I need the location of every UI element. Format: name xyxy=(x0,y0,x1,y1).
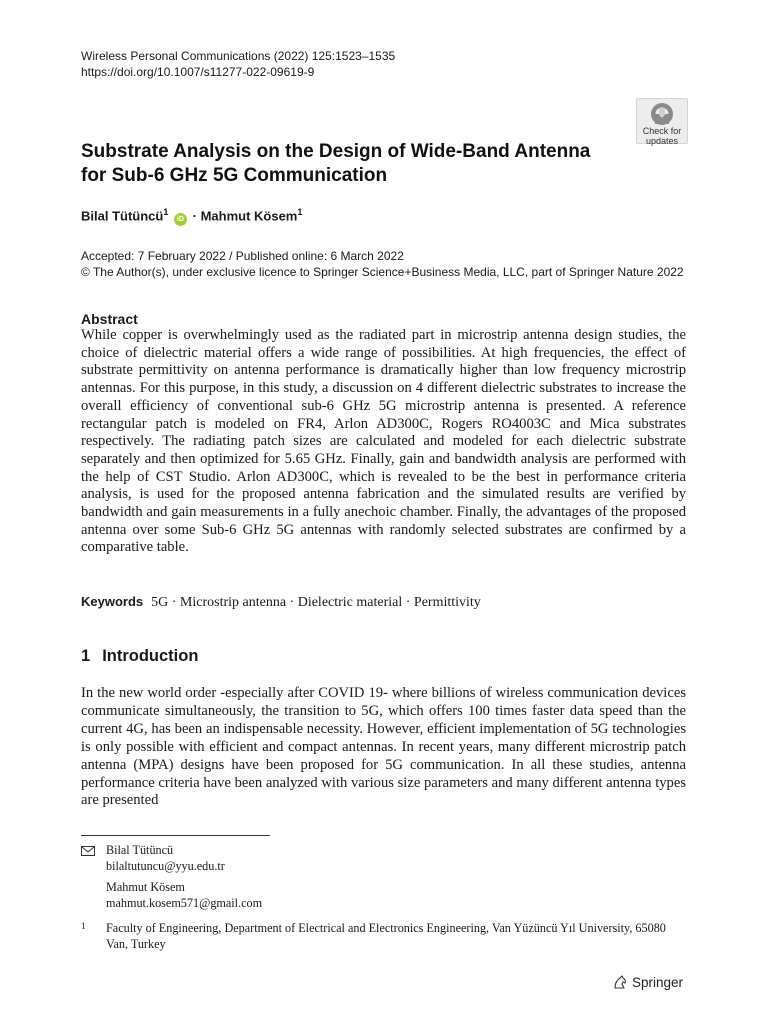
accepted-published-dates: Accepted: 7 February 2022 / Published online: 6 March 2022 xyxy=(81,249,404,263)
title-line-1: Substrate Analysis on the Design of Wide-Band Antenna xyxy=(81,141,591,162)
author-separator: · xyxy=(192,208,197,224)
author-affiliation-sup: 1 xyxy=(297,207,303,217)
envelope-icon xyxy=(81,846,95,856)
keywords xyxy=(81,594,481,611)
crossmark-label-2: updates xyxy=(645,136,679,146)
check-for-updates-badge[interactable] xyxy=(636,98,688,144)
keywords-values: 5G · Microstrip antenna · Dielectric material · Permittivity xyxy=(151,595,481,610)
correspondence-block xyxy=(81,843,262,911)
orcid-icon[interactable]: iD xyxy=(174,213,187,226)
introduction-text: In the new world order -especially after COVID 19- where billions of wireless communication devices communicate simultaneously, the transition to 5G, which offers 100 times faster data speed than the current 4G, has been an indispensable necessity. However, efficient implementation of 5G technologies is only possible with efficient and compact antennas. In recent years, many different microstrip patch antenna (MPA) designs have been proposed for 5G communication. In all these studies, antenna performance criteria have been analyzed with various size parameters and many different antenna types are presented xyxy=(81,685,686,809)
publication-dates xyxy=(81,248,684,280)
affiliation-text: Faculty of Engineering, Department of Electrical and Electronics Engineering, Van Yüzüncü Yıl University, 65080 Van, Turkey xyxy=(106,921,666,951)
crossmark-icon xyxy=(650,102,674,126)
paper-title xyxy=(81,140,641,188)
author-name[interactable]: Bilal Tütüncü xyxy=(81,208,164,224)
journal-citation: Wireless Personal Communications (2022) 125:1523–1535 xyxy=(81,49,396,63)
author-affiliation-sup: 1 xyxy=(163,207,169,217)
affiliation-number: 1 xyxy=(81,921,86,931)
abstract-heading: Abstract xyxy=(81,311,138,327)
corresponding-author-email[interactable]: bilaltutuncu@yyu.edu.tr xyxy=(106,858,225,873)
journal-header xyxy=(81,48,395,80)
corresponding-author-name: Bilal Tütüncü xyxy=(106,843,174,857)
crossmark-label-1: Check for xyxy=(642,126,682,136)
coauthor-email[interactable]: mahmut.kosem571@gmail.com xyxy=(106,895,263,910)
footnote-divider xyxy=(81,835,270,836)
affiliation-footnote xyxy=(81,921,686,952)
springer-horse-icon xyxy=(612,974,628,990)
section-title: Introduction xyxy=(102,647,199,665)
abstract-text: While copper is overwhelmingly used as the radiated part in microstrip antenna design studies, the choice of dielectric material offers a wide range of possibilities. At high frequencies, the effect of substrate permittivity on antenna performance is dramatically higher than low frequency microstrip antennas. For this purpose, in this study, a discussion on 4 different dielectric substrates to increase the overall efficiency of conventional sub-6 GHz 5G microstrip antenna is presented. A reference rectangular patch is modeled on FR4, Arlon AD300C, Rogers RO4003C and Mica substrates respectively. The radiating patch sizes are calculated and modeled for each dielectric substrate separately and then optimized for 5.65 GHz. Finally, gain and bandwidth analysis are performed with the help of CST Studio. Arlon AD300C, which is revealed to be the best in performance criteria analysis, is used for the proposed antenna fabrication and the simulated results are verified by bandwidth and gain measurements in a fully anechoic chamber. Finally, the advantages of the proposed antenna over some Sub-6 GHz 5G antennas with randomly selected substrates are confirmed by a comparative table. xyxy=(81,327,686,556)
copyright-notice: © The Author(s), under exclusive licence to Springer Science+Business Media, LLC, part of Springer Nature 2022 xyxy=(81,265,684,279)
section-heading xyxy=(81,647,198,666)
coauthor-name: Mahmut Kösem xyxy=(106,880,185,894)
author-list xyxy=(81,207,302,226)
journal-doi[interactable]: https://doi.org/10.1007/s11277-022-09619-9 xyxy=(81,65,315,79)
section-number: 1 xyxy=(81,647,91,665)
title-line-2: for Sub-6 GHz 5G Communication xyxy=(81,165,388,186)
publisher-name: Springer xyxy=(632,975,684,990)
author-name[interactable]: Mahmut Kösem xyxy=(200,208,298,224)
keywords-label: Keywords xyxy=(81,594,144,609)
publisher-logo xyxy=(612,974,683,990)
